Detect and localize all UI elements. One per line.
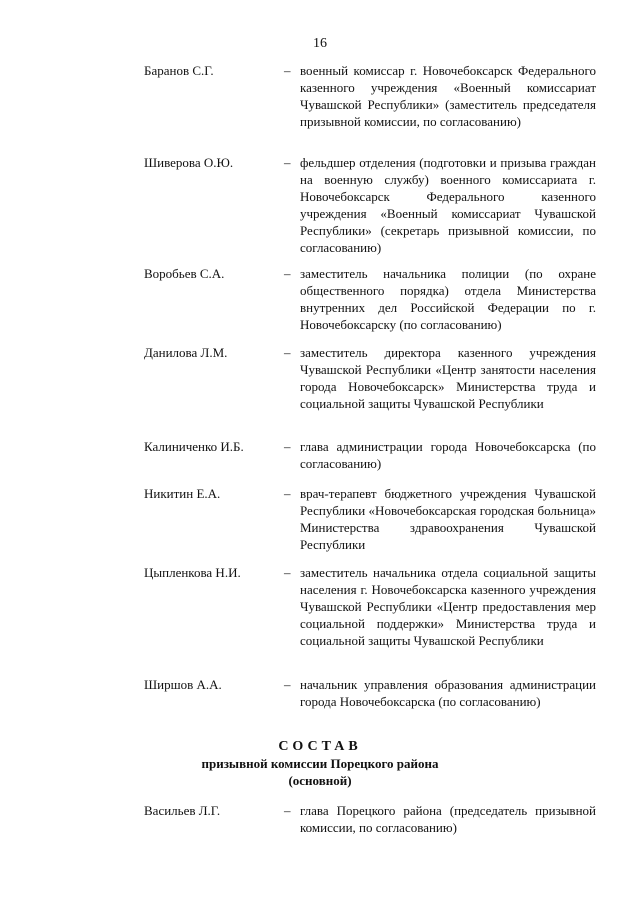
section-note: (основной) [288,773,352,788]
member-dash: – [284,345,291,360]
member-name: Шиверова О.Ю. [144,155,234,170]
member-dash: – [284,486,291,501]
section-heading [0,738,640,789]
member-dash: – [284,63,291,78]
member-entry [144,438,596,472]
member-name: Никитин Е.А. [144,486,221,501]
member-entry [144,265,596,333]
member-description: военный комиссар г. Новочебоксарск Федерального казенного учреждения «Военный комиссариат Чувашской Республики» (заместитель председателя призывной комиссии, по согласованию) [300,63,596,129]
member-dash: – [284,155,291,170]
member-entry [144,485,596,553]
member-entry [144,802,596,836]
member-entry [144,676,596,710]
member-dash: – [284,439,291,454]
member-name: Воробьев С.А. [144,266,225,281]
member-description: заместитель начальника отдела социальной защиты населения г. Новочебоксарска казенного учреждения Чувашской Республики «Центр предоставления мер социальной поддержки» Министерства труда и социальной защиты Чувашской Республики [300,565,596,648]
member-description: фельдшер отделения (подготовки и призыва граждан на военную службу) военного комиссариата г. Новочебоксарск Федерального казенного учреждения «Военный комиссариат Чувашской Республики» (секретарь призывной комиссии, по согласованию) [300,155,596,255]
member-name: Данилова Л.М. [144,345,228,360]
member-dash: – [284,803,291,818]
member-entry [144,154,596,256]
member-dash: – [284,565,291,580]
member-description: глава Порецкого района (председатель призывной комиссии, по согласованию) [300,803,596,835]
section-subtitle: призывной комиссии Порецкого района [201,756,439,771]
member-description: начальник управления образования администрации города Новочебоксарска (по согласованию) [300,677,596,709]
member-dash: – [284,266,291,281]
member-entry [144,62,596,130]
member-dash: – [284,677,291,692]
member-entry [144,344,596,412]
member-description: заместитель начальника полиции (по охране общественного порядка) отдела Министерства внутренних дел Российской Федерации по г. Новочебоксарску (по согласованию) [300,266,596,332]
member-name: Калиниченко И.Б. [144,439,244,454]
member-name: Баранов С.Г. [144,63,214,78]
member-name: Васильев Л.Г. [144,803,221,818]
page-number: 16 [313,36,327,51]
member-name: Цыпленкова Н.И. [144,565,241,580]
member-description: глава администрации города Новочебоксарска (по согласованию) [300,439,596,471]
member-description: заместитель директора казенного учреждения Чувашской Республики «Центр занятости населения города Новочебоксарск» Министерства труда и социальной защиты Чувашской Республики [300,345,596,411]
member-name: Ширшов А.А. [144,677,222,692]
section-title: СОСТАВ [278,739,362,754]
member-entry [144,564,596,649]
member-description: врач-терапевт бюджетного учреждения Чувашской Республики «Новочебоксарская городская больница» Министерства здравоохранения Чувашской Республики [300,486,596,552]
